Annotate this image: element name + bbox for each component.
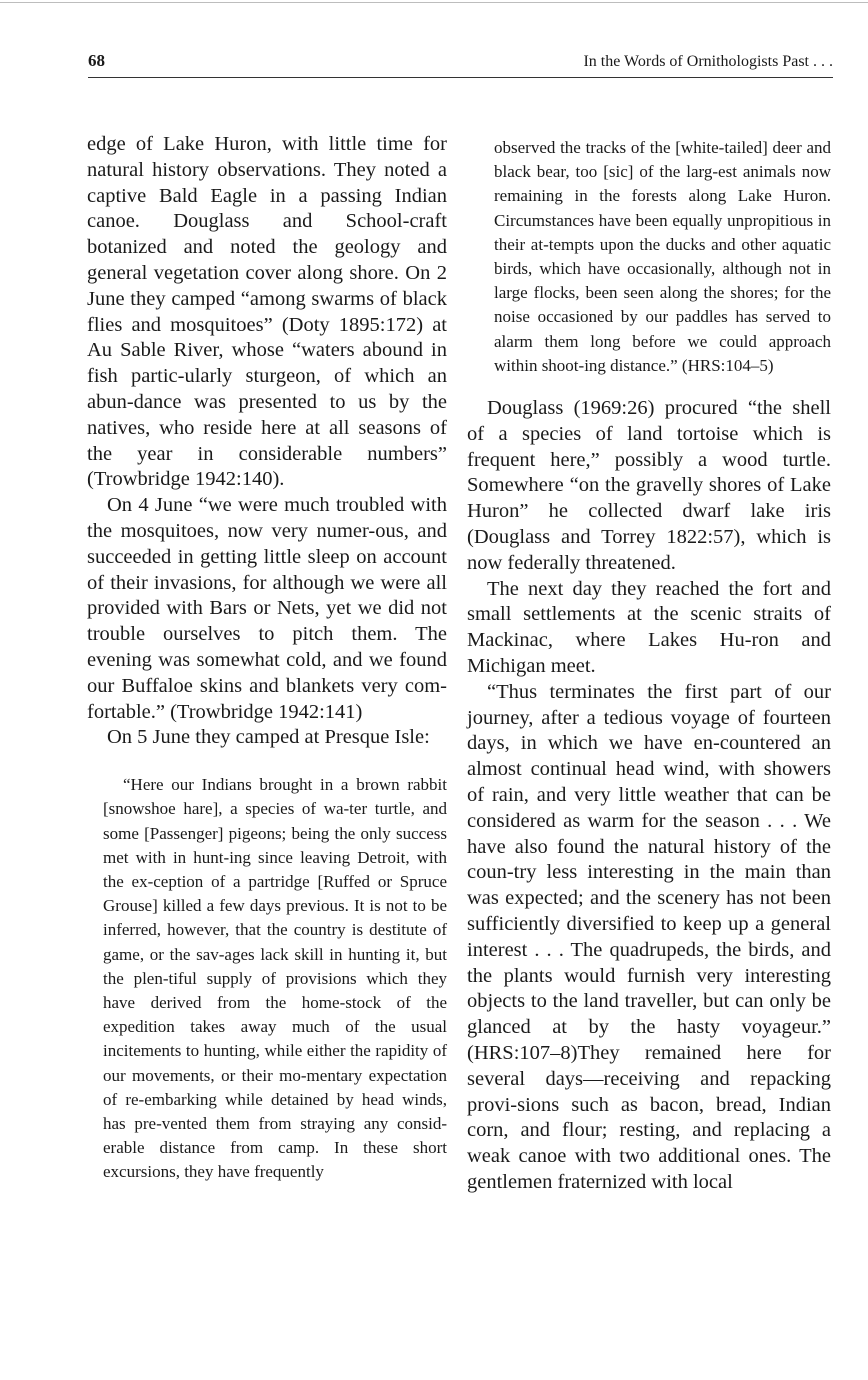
paragraph: On 4 June “we were much troubled with the mosquitoes, now very numer-ous, and succeeded in getting little sleep on account of their invasions, for although we were all provided with Bars or Nets, yet we did not trouble ourselves to pitch them. The evening was somewhat cold, and we found our Buffaloe skins and blankets very com-fortable.” (Trowbridge 1942:141) (87, 494, 447, 723)
page-number: 68 (88, 51, 105, 70)
right-column (467, 136, 831, 1196)
paragraph: The next day they reached the fort and small settlements at the scenic straits of Mackinac, where Lakes Hu-ron and Michigan meet. (467, 577, 831, 677)
running-title: In the Words of Ornithologists Past . . . (583, 53, 833, 70)
paragraph: Douglass (1969:26) procured “the shell of a species of land tortoise which is frequent here,” possibly a wood turtle. Somewhere “on the gravelly shores of Lake Huron” he collected dwarf lake iris (Douglass and Torrey 1822:57), which is now federally threatened. (467, 397, 831, 574)
left-column (87, 132, 447, 1185)
paragraph: “Thus terminates the first part of our journey, after a tedious voyage of fourteen days, in which we have en-countered an almost continual head wind, with showers of rain, and very little weather that can be considered as warm for the season . . . We have also found the natural history of the coun-try less interesting in the main than was expected; and the scenery has not been sufficiently diversified to keep up a general interest . . . The quadrupeds, the birds, and the plants would furnish very interesting objects to the land traveller, but can only be glanced at by the hasty voyageur.” (HRS:107–8)They remained here for several days—receiving and repacking provi-sions such as bacon, bread, Indian corn, and flour; resting, and replacing a weak canoe with two additional ones. The gentlemen fraternized with local (467, 680, 831, 1193)
paragraph: edge of Lake Huron, with little time for natural history observations. They noted a captive Bald Eagle in a passing Indian canoe. Douglass and School-craft botanized and noted the geology and general vegetation cover along shore. On 2 June they camped “among swarms of black flies and mosquitoes” (Doty 1895:172) at Au Sable River, whose “waters abound in fish partic-ularly sturgeon, of which an abun-dance was presented to us by the natives, who reside here at all seasons of the year in considerable numbers” (Trowbridge 1942:140). (87, 133, 447, 491)
block-quote: “Here our Indians brought in a brown rabbit [snowshoe hare], a species of wa-ter turtle, and some [Passenger] pigeons; being the only success met with in hunt-ing since leaving Detroit, with the ex-ception of a partridge [Ruffed or Spruce Grouse] killed a few days previous. It is not to be inferred, however, that the country is destitute of game, or the sav-ages lack skill in hunting it, but the plen-tiful supply of provisions which they have derived from the home-stock of the expedition takes away much of the usual incitements to hunting, while either the rapidity of our movements, or their mo-mentary expectation of re-embarking while detained by head winds, has pre-vented them from straying any consid-erable distance from camp. In these short excursions, they have frequently (103, 775, 447, 1182)
block-quote-continued: observed the tracks of the [white-tailed] deer and black bear, too [sic] of the larg-est animals now remaining in the forests along Lake Huron. Circumstances have been equally unpropitious in their at-tempts upon the ducks and other aquatic birds, which have occasionally, although not in large flocks, been seen along the shores; for the noise occasioned by our paddles has served to alarm them long before we could approach within shoot-ing distance.” (HRS:104–5) (494, 138, 831, 375)
page-header (88, 49, 833, 78)
paragraph: On 5 June they camped at Presque Isle: (107, 726, 430, 749)
top-rule (0, 2, 868, 3)
